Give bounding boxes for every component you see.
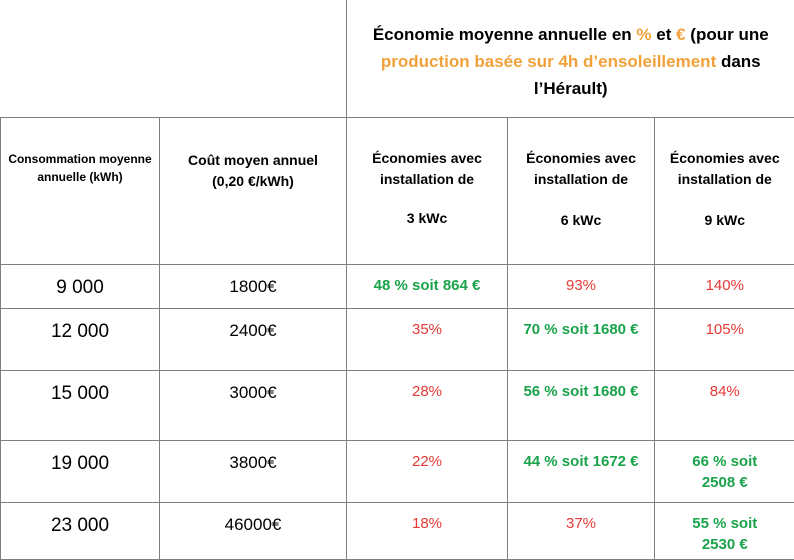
table-row <box>1 370 794 440</box>
savings-6kwc-cell: 93% <box>508 264 655 308</box>
consumption-cell: 19 000 <box>1 440 160 502</box>
savings-6kwc-cell: 37% <box>508 502 655 559</box>
savings-9kwc-cell: 140% <box>655 264 794 308</box>
savings-3kwc-cell: 28% <box>347 370 508 440</box>
table-title: Économie moyenne annuelle en % et € (pour une production basée sur 4h d’ensoleillement dans l’Hérault) <box>347 0 794 117</box>
header-consumption: Consommation moyenne annuelle (kWh) <box>1 117 160 264</box>
header-savings-9kwc: Économies avec installation de 9 kWc <box>655 117 794 264</box>
savings-6kwc-cell: 70 % soit 1680 € <box>508 308 655 370</box>
savings-3kwc-cell: 48 % soit 864 € <box>347 264 508 308</box>
header-savings-6kwc: Économies avec installation de 6 kWc <box>508 117 655 264</box>
cost-cell: 1800€ <box>160 264 347 308</box>
savings-9kwc-cell: 66 % soit 2508 € <box>655 440 794 502</box>
table-row <box>1 308 794 370</box>
cost-cell: 3800€ <box>160 440 347 502</box>
header-cost: Coût moyen annuel (0,20 €/kWh) <box>160 117 347 264</box>
empty-corner-cell <box>1 0 347 117</box>
savings-9kwc-cell: 105% <box>655 308 794 370</box>
savings-9kwc-cell: 55 % soit 2530 € <box>655 502 794 559</box>
table-row <box>1 264 794 308</box>
savings-3kwc-cell: 18% <box>347 502 508 559</box>
consumption-cell: 15 000 <box>1 370 160 440</box>
consumption-cell: 23 000 <box>1 502 160 559</box>
savings-6kwc-cell: 56 % soit 1680 € <box>508 370 655 440</box>
consumption-cell: 12 000 <box>1 308 160 370</box>
savings-3kwc-cell: 35% <box>347 308 508 370</box>
savings-6kwc-cell: 44 % soit 1672 € <box>508 440 655 502</box>
table-row <box>1 440 794 502</box>
cost-cell: 3000€ <box>160 370 347 440</box>
cost-cell: 2400€ <box>160 308 347 370</box>
savings-3kwc-cell: 22% <box>347 440 508 502</box>
header-savings-3kwc: Économies avec installation de 3 kWc <box>347 117 508 264</box>
cost-cell: 46000€ <box>160 502 347 559</box>
consumption-cell: 9 000 <box>1 264 160 308</box>
table-row <box>1 502 794 559</box>
savings-9kwc-cell: 84% <box>655 370 794 440</box>
